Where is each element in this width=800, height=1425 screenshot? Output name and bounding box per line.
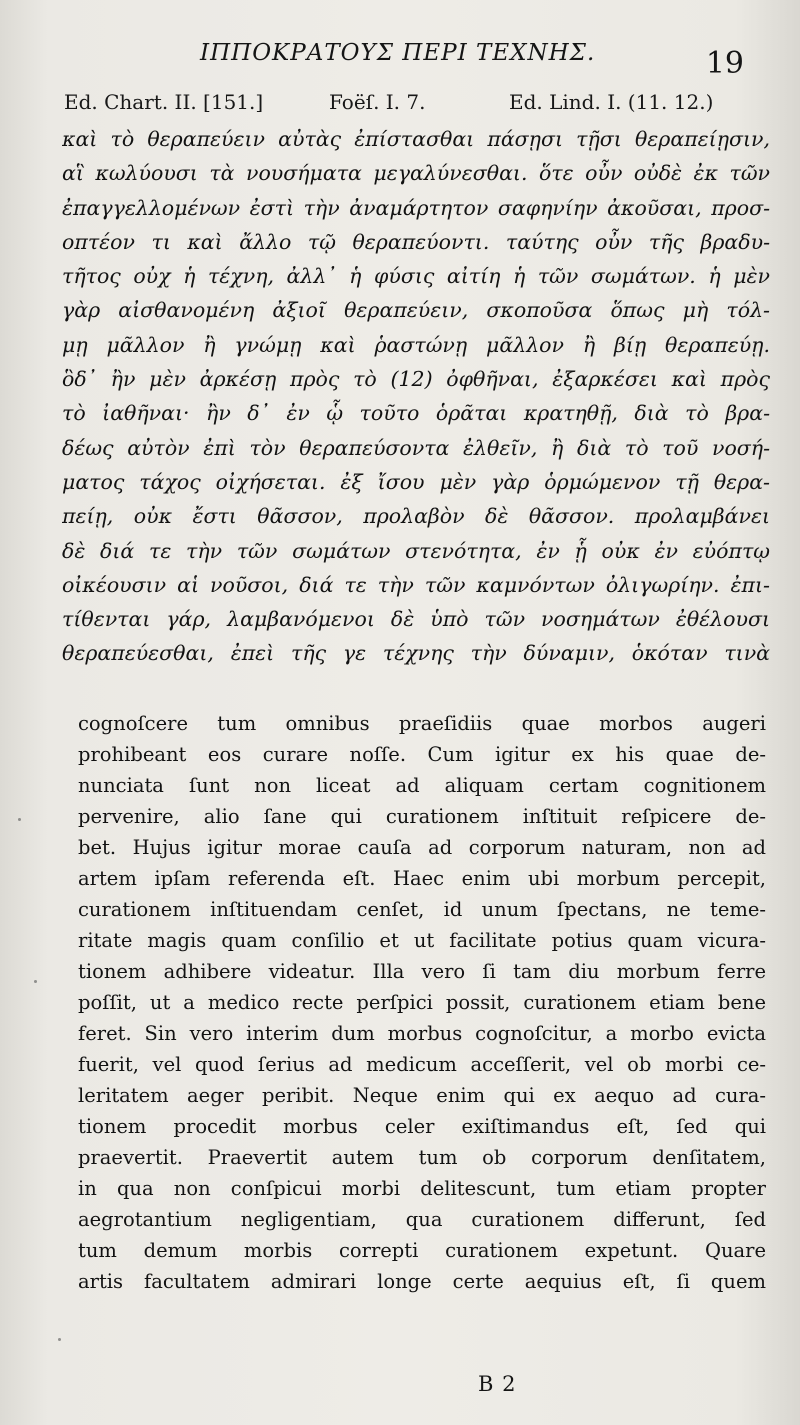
greek-line: μῃ μᾶλλον ἢ γνώμῃ καὶ ῥαστώνῃ μᾶλλον ἢ βίῃ θεραπεύῃ.	[62, 332, 770, 357]
greek-line: τίθενται γάρ, λαμβανόμενοι δὲ ὑπὸ τῶν νοσημάτων ἐθέλουσι	[62, 607, 770, 632]
latin-line: curationem inſtituendam cenſet, id unum ſpectans, ne teme-	[78, 898, 766, 921]
greek-line: αἳ κωλύουσι τὰ νουσήματα μεγαλύνεσθαι. ὅτε οὖν οὐδὲ ἐκ τῶν	[62, 161, 770, 186]
greek-line: τῆτος οὐχ ἡ τέχνη, ἀλλ᾽ ἡ φύσις αἰτίη ἡ τῶν σωμάτων. ἡ μὲν	[62, 264, 770, 289]
latin-line: tionem procedit morbus celer exiſtimandus eſt, ſed qui	[78, 1115, 766, 1138]
greek-line: ὃδ᾽ ἢν μὲν ἀρκέσῃ πρὸς τὸ (12) ὀφθῆναι, ἐξαρκέσει καὶ πρὸς	[62, 367, 770, 392]
latin-line: feret. Sin vero interim dum morbus cognoſcitur, a morbo evicta	[78, 1022, 766, 1045]
latin-line: nunciata ſunt non liceat ad aliquam certam cognitionem	[78, 774, 766, 797]
latin-line: tum demum morbis correpti curationem expetunt. Quare	[78, 1239, 766, 1262]
page-number: 19	[705, 46, 744, 81]
paper-speck	[18, 818, 21, 821]
running-title: ΙΠΠΟΚΡΑΤΟΥΣ ΠΕΡΙ ΤΕΧΝΗΣ.	[200, 40, 596, 66]
paper-speck	[34, 980, 37, 983]
greek-line: οπτέον τι καὶ ἄλλο τῷ θεραπεύοντι. ταύτης οὖν τῆς βραδυ-	[62, 229, 770, 254]
latin-line: ritate magis quam conſilio et ut facilitate potius quam vicura-	[78, 929, 766, 952]
greek-line: οἰκέουσιν αἱ νοῦσοι, διά τε τὴν τῶν καμνόντων ὀλιγωρίην. ἐπι-	[62, 572, 770, 597]
latin-line: praevertit. Praevertit autem tum ob corporum denſitatem,	[78, 1146, 766, 1169]
latin-translation-block	[78, 708, 766, 1297]
latin-line: bet. Hujus igitur morae cauſa ad corporum naturam, non ad	[78, 836, 766, 859]
greek-text-block	[62, 122, 770, 671]
latin-line: pervenire, alio ſane qui curationem inſtituit reſpicere de-	[78, 805, 766, 828]
latin-line: artis facultatem admirari longe certe aequius eſt, ſi quem	[78, 1270, 766, 1293]
latin-line: cognoſcere tum omnibus praeſidiis quae morbos augeri	[78, 712, 766, 735]
greek-line: δέως αὐτὸν ἐπὶ τὸν θεραπεύσοντα ἐλθεῖν, ἢ διὰ τὸ τοῦ νοσή-	[62, 435, 770, 460]
latin-line: poſſit, ut a medico recte perſpici possit, curationem etiam bene	[78, 991, 766, 1014]
latin-line: aegrotantium negligentiam, qua curationem differunt, ſed	[78, 1208, 766, 1231]
greek-line: δὲ διά τε τὴν τῶν σωμάτων στενότητα, ἐν ᾗ οὐκ ἐν εὐόπτῳ	[62, 538, 770, 563]
paper-speck	[58, 1338, 61, 1341]
greek-line: πείῃ, οὐκ ἔστι θᾶσσον, προλαβὸν δὲ θᾶσσον. προλαμβάνει	[62, 504, 770, 529]
printer-signature-mark: B 2	[478, 1372, 517, 1396]
latin-line: artem ipſam referenda eſt. Haec enim ubi morbum percepit,	[78, 867, 766, 890]
latin-line: prohibeant eos curare noſſe. Cum igitur ex his quae de-	[78, 743, 766, 766]
latin-line: leritatem aeger peribit. Neque enim qui ex aequo ad cura-	[78, 1084, 766, 1107]
latin-line: in qua non conſpicui morbi delitescunt, tum etiam propter	[78, 1177, 766, 1200]
latin-line: fuerit, vel quod ſerius ad medicum acceſſerit, vel ob morbi ce-	[78, 1053, 766, 1076]
edition-chartier-ref: Ed. Chart. II. [151.]	[64, 90, 264, 114]
greek-line: θεραπεύεσθαι, ἐπεὶ τῆς γε τέχνης τὴν δύναμιν, ὁκόταν τινὰ	[62, 641, 770, 666]
edition-foes-ref: Foëſ. I. 7.	[329, 90, 426, 114]
latin-line: tionem adhibere videatur. Illa vero ſi tam diu morbum ferre	[78, 960, 766, 983]
greek-line: ἐπαγγελλομένων ἐστὶ τὴν ἀναμάρτητον σαφηνίην ἀκοῦσαι, προσ-	[62, 195, 770, 220]
greek-line: ματος τάχος οἰχήσεται. ἐξ ἴσου μὲν γὰρ ὁρμώμενον τῇ θερα-	[62, 469, 770, 494]
edition-linden-ref: Ed. Lind. I. (11. 12.)	[509, 90, 714, 114]
greek-line: τὸ ἰαθῆναι· ἢν δ᾽ ἐν ᾧ τοῦτο ὁρᾶται κρατηθῇ, διὰ τὸ βρα-	[62, 401, 770, 426]
edition-references	[64, 90, 764, 116]
greek-line: καὶ τὸ θεραπεύειν αὐτὰς ἐπίστασθαι πάσῃσι τῇσι θεραπείῃσιν,	[62, 127, 770, 151]
greek-line: γὰρ αἰσθανομένη ἀξιοῖ θεραπεύειν, σκοποῦσα ὅπως μὴ τόλ-	[62, 298, 770, 323]
